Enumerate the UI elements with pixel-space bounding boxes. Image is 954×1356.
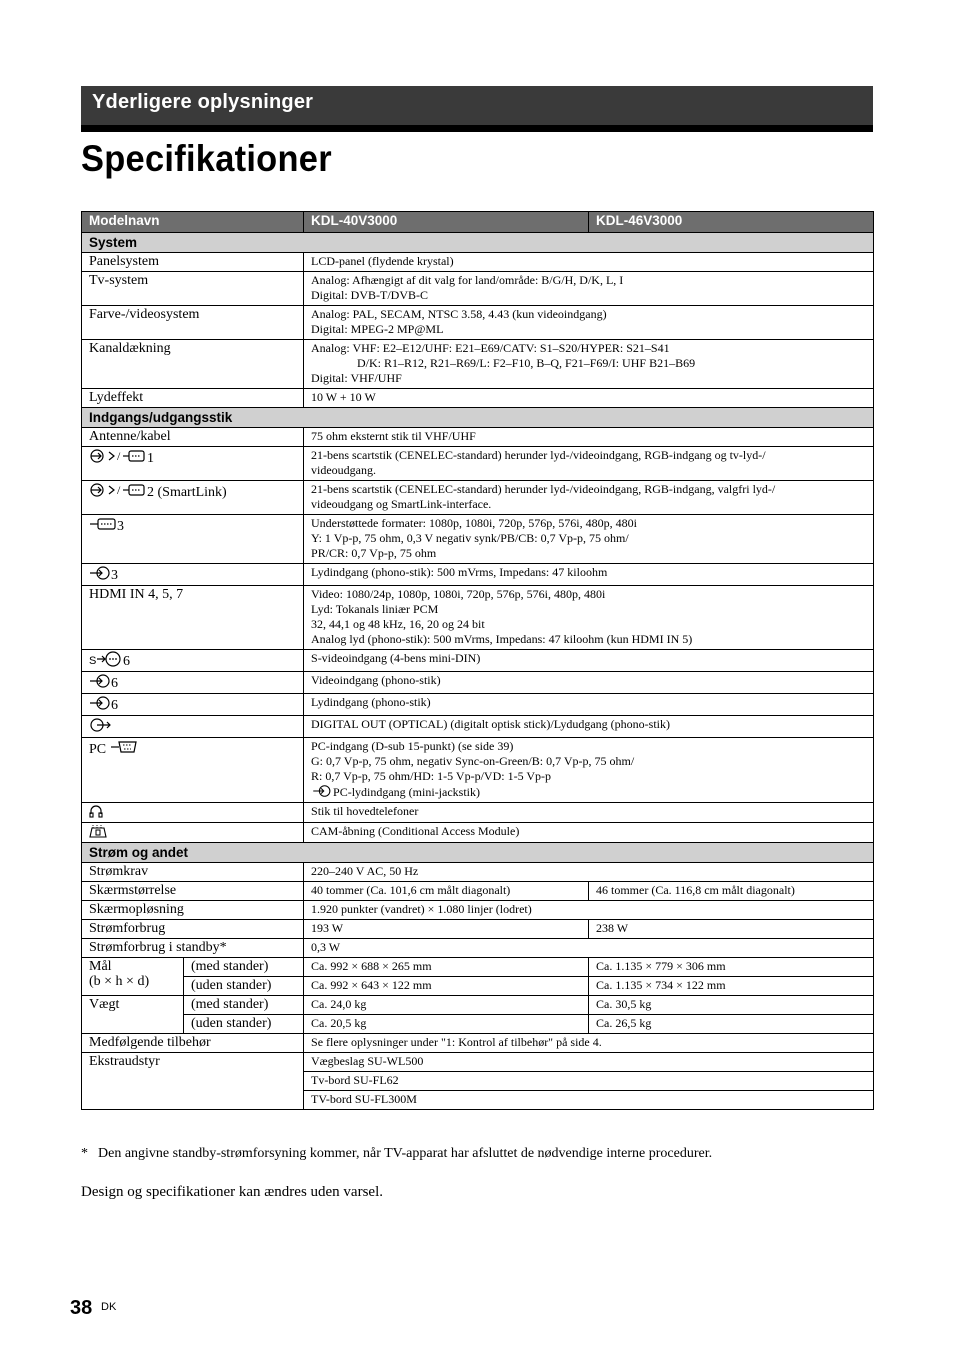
row-value: 220–240 V AC, 50 Hz (304, 863, 874, 882)
row-value: Analog: PAL, SECAM, NTSC 3.58, 4.43 (kun videoindgang) Digital: MPEG-2 MP@ML (304, 306, 874, 340)
table-row (82, 447, 874, 481)
row-sublabel: (med stander) (184, 996, 304, 1015)
row-label (82, 803, 304, 823)
row-sublabel: (med stander) (184, 958, 304, 977)
row-value: Lydindgang (phono-stik): 500 mVrms, Impedans: 47 kiloohm (304, 564, 874, 586)
row-value: 21-bens scartstik (CENELEC-standard) herunder lyd-/videoindgang, RGB-indgang, valgfri lyd-/ videoudgang og SmartLink-interface. (304, 481, 874, 515)
row-value-kdl40: Ca. 24,0 kg (304, 996, 589, 1015)
cam-slot-icon (89, 824, 107, 838)
row-sublabel: (uden stander) (184, 977, 304, 996)
header-kdl40: KDL-40V3000 (304, 212, 589, 233)
table-row (82, 253, 874, 272)
row-label: Skærmopløsning (82, 901, 304, 920)
row-value: S-videoindgang (4-bens mini-DIN) (304, 650, 874, 672)
table-row (82, 306, 874, 340)
video-in-icon (89, 673, 111, 689)
row-value: 75 ohm eksternt stik til VHF/UHF (304, 428, 874, 447)
table-row (82, 803, 874, 823)
svg-text:/: / (117, 483, 121, 497)
table-row (82, 823, 874, 843)
table-row (82, 738, 874, 803)
section-title: Yderligere oplysninger (92, 91, 314, 113)
row-value-kdl46: 238 W (589, 920, 874, 939)
table-row (82, 863, 874, 882)
row-value: Stik til hovedtelefoner (304, 803, 874, 823)
footnote (81, 1146, 712, 1162)
page-lang-code: DK (101, 1301, 117, 1313)
svg-text:S: S (89, 655, 97, 667)
scart-in-out-icon (89, 448, 147, 464)
row-value: Tv-bord SU-FL62 (304, 1072, 874, 1091)
row-value: Analog: Afhængigt af dit valg for land/område: B/G/H, D/K, L, I Digital: DVB-T/DVB-C (304, 272, 874, 306)
svg-text:/: / (117, 449, 121, 463)
row-value: Video: 1080/24p, 1080p, 1080i, 720p, 576p, 576i, 480p, 480i Lyd: Tokanals liniær PCM 32, 44,1 og 48 kHz, 16, 20 og 24 bit Analog lyd (phono-stik): 500 mVrms, Impedans: 47 kiloohm (kun HDMI IN 5) (304, 586, 874, 650)
row-label: 6 (82, 672, 304, 694)
table-row (82, 340, 874, 389)
optical-out-icon (89, 717, 111, 733)
row-value-kdl46: Ca. 30,5 kg (589, 996, 874, 1015)
row-label (82, 716, 304, 738)
row-value-kdl40: Ca. 20,5 kg (304, 1015, 589, 1034)
table-row (82, 901, 874, 920)
spec-table (81, 211, 874, 1110)
row-value: CAM-åbning (Conditional Access Module) (304, 823, 874, 843)
table-row (82, 694, 874, 716)
table-row (82, 389, 874, 408)
row-label: Kanaldækning (82, 340, 304, 389)
row-label: Vægt (82, 996, 184, 1034)
table-row (82, 977, 874, 996)
row-value: 0,3 W (304, 939, 874, 958)
s-video-icon (89, 651, 123, 667)
audio-in-icon (89, 695, 111, 711)
row-label: HDMI IN 4, 5, 7 (82, 586, 304, 650)
row-value-kdl46: Ca. 1.135 × 779 × 306 mm (589, 958, 874, 977)
row-label: / 2 (SmartLink) (82, 481, 304, 515)
row-value: Vægbeslag SU-WL500 (304, 1053, 874, 1072)
row-label: Farve-/videosystem (82, 306, 304, 340)
row-label: 3 (82, 564, 304, 586)
row-label: Strømforbrug (82, 920, 304, 939)
row-label: 3 (82, 515, 304, 564)
table-row (82, 672, 874, 694)
row-value-kdl46: 46 tommer (Ca. 116,8 cm målt diagonalt) (589, 882, 874, 901)
footnote-mark: * (81, 1146, 88, 1161)
page-number: 38 (70, 1297, 93, 1319)
component-video-icon (89, 516, 117, 532)
scart-in-out-icon (89, 482, 147, 498)
table-row (82, 272, 874, 306)
row-sublabel: (uden stander) (184, 1015, 304, 1034)
row-value-kdl40: 40 tommer (Ca. 101,6 cm målt diagonalt) (304, 882, 589, 901)
row-value: Lydindgang (phono-stik) (304, 694, 874, 716)
footnote-text: Den angivne standby-strømforsyning kommer, når TV-apparat har afsluttet de nødvendige interne procedurer. (98, 1146, 713, 1161)
table-row (82, 650, 874, 672)
table-row (82, 1053, 874, 1072)
row-value: 21-bens scartstik (CENELEC-standard) herunder lyd-/videoindgang, RGB-indgang og tv-lyd-/ videoudgang. (304, 447, 874, 481)
row-value: DIGITAL OUT (OPTICAL) (digitalt optisk stick)/Lydudgang (phono-stik) (304, 716, 874, 738)
section-rule (81, 125, 873, 132)
row-label (82, 823, 304, 843)
audio-in-icon (89, 565, 111, 581)
row-value: 1.920 punkter (vandret) × 1.080 linjer (lodret) (304, 901, 874, 920)
row-label: Lydeffekt (82, 389, 304, 408)
row-value-kdl46: Ca. 26,5 kg (589, 1015, 874, 1034)
table-row (82, 564, 874, 586)
row-label: Ekstraudstyr (82, 1053, 304, 1110)
row-value-kdl40: Ca. 992 × 688 × 265 mm (304, 958, 589, 977)
table-row (82, 716, 874, 738)
row-label: S 6 (82, 650, 304, 672)
row-label: Antenne/kabel (82, 428, 304, 447)
row-value-kdl46: Ca. 1.135 × 734 × 122 mm (589, 977, 874, 996)
row-label: Strømforbrug i standby* (82, 939, 304, 958)
row-value: TV-bord SU-FL300M (304, 1091, 874, 1110)
header-model: Modelnavn (82, 212, 304, 233)
table-row (82, 1034, 874, 1053)
notice-text: Design og specifikationer kan ændres uden varsel. (81, 1184, 383, 1200)
row-value-kdl40: Ca. 992 × 643 × 122 mm (304, 977, 589, 996)
row-value: Understøttede formater: 1080p, 1080i, 720p, 576p, 576i, 480p, 480i Y: 1 Vp-p, 75 ohm, 0,3 V negativ synk/PB/CB: 0,7 Vp-p, 75 ohm/ PR/CR: 0,7 Vp-p, 75 ohm (304, 515, 874, 564)
row-label: Medfølgende tilbehør (82, 1034, 304, 1053)
row-value: Se flere oplysninger under "1: Kontrol af tilbehør" på side 4. (304, 1034, 874, 1053)
row-value: PC-indgang (D-sub 15-punkt) (se side 39) G: 0,7 Vp-p, 75 ohm, negativ Sync-on-Green/B: 0,7 Vp-p, 75 ohm/ R: 0,7 Vp-p, 75 ohm/HD: 1-5 Vp-p/VD: 1-5 Vp-p PC-lydindgang (mini-jackstik) (304, 738, 874, 803)
page-title: Specifikationer (81, 138, 332, 179)
group-power: Strøm og andet (82, 843, 874, 863)
table-row (82, 920, 874, 939)
table-row (82, 939, 874, 958)
table-header-row (82, 212, 874, 233)
section-header (81, 86, 873, 126)
row-label: Panelsystem (82, 253, 304, 272)
table-row (82, 481, 874, 515)
pc-vga-icon (110, 739, 138, 755)
row-value: Analog: VHF: E2–E12/UHF: E21–E69/CATV: S1–S20/HYPER: S21–S41 D/K: R1–R12, R21–R69/L: F2–F10, B–Q, F21–F69/I: UHF B21–B69 Digital: VHF/UHF (304, 340, 874, 389)
table-row (82, 1015, 874, 1034)
table-row (82, 586, 874, 650)
row-value: LCD-panel (flydende krystal) (304, 253, 874, 272)
table-row (82, 996, 874, 1015)
row-label: Mål (b × h × d) (82, 958, 184, 996)
table-row (82, 882, 874, 901)
headphones-icon (89, 804, 103, 818)
group-io: Indgangs/udgangsstik (82, 408, 874, 428)
row-label: 6 (82, 694, 304, 716)
header-kdl46: KDL-46V3000 (589, 212, 874, 233)
row-label: PC (82, 738, 304, 803)
table-row (82, 515, 874, 564)
row-value-kdl40: 193 W (304, 920, 589, 939)
row-label: Tv-system (82, 272, 304, 306)
row-value: Videoindgang (phono-stik) (304, 672, 874, 694)
row-label: Strømkrav (82, 863, 304, 882)
row-value: 10 W + 10 W (304, 389, 874, 408)
group-system: System (82, 233, 874, 253)
audio-in-icon (311, 784, 333, 798)
table-row (82, 428, 874, 447)
row-label: Skærmstørrelse (82, 882, 304, 901)
row-label: / 1 (82, 447, 304, 481)
table-row (82, 958, 874, 977)
